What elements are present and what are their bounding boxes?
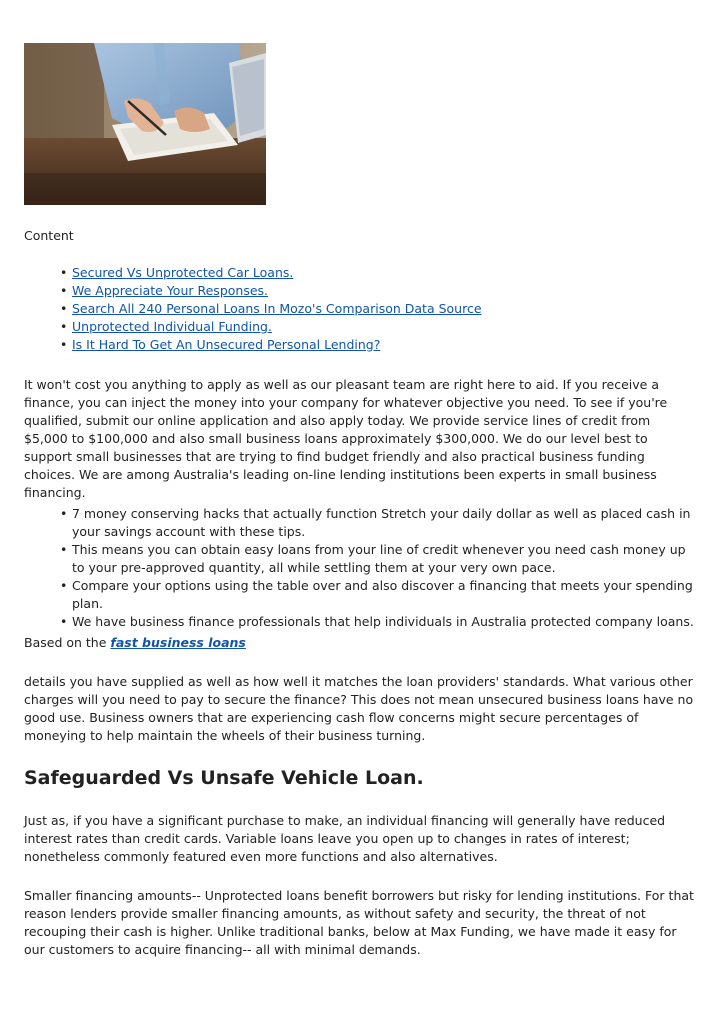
toc-link[interactable]: Unprotected Individual Funding. — [72, 319, 272, 334]
toc-link[interactable]: We Appreciate Your Responses. — [72, 283, 269, 298]
toc-link[interactable]: Is It Hard To Get An Unsecured Personal Lending? — [72, 337, 381, 352]
table-of-contents — [24, 264, 696, 354]
person-writing-illustration — [24, 43, 266, 205]
based-on-prefix: Based on the — [24, 635, 107, 650]
content-label: Content — [24, 228, 74, 243]
toc-item — [24, 336, 696, 354]
toc-link[interactable]: Secured Vs Unprotected Car Loans. — [72, 265, 294, 280]
list-item: • 7 money conserving hacks that actually function Stretch your daily dollar as well as placed cash in your savings account with these tips. — [24, 505, 696, 541]
tips-list — [24, 505, 696, 631]
list-item: • Compare your options using the table over and also discover a financing that meets your spending plan. — [24, 577, 696, 613]
section-heading: Safeguarded Vs Unsafe Vehicle Loan. — [24, 767, 424, 789]
toc-item — [24, 282, 696, 300]
toc-item — [24, 264, 696, 282]
fast-business-loans-link[interactable]: fast business loans — [110, 635, 246, 650]
toc-item — [24, 300, 696, 318]
toc-item — [24, 318, 696, 336]
hero-photo — [24, 43, 266, 205]
list-item: • We have business finance professionals that help individuals in Australia protected company loans. — [24, 613, 696, 631]
financing-amounts-paragraph: Smaller financing amounts-- Unprotected loans benefit borrowers but risky for lending institutions. For that reason lenders provide smaller financing amounts, as without safety and security, the threat of not recouping their cash is higher. Unlike traditional banks, below at Max Funding, we have made it easy for our customers to acquire financing-- all with minimal demands. — [24, 888, 694, 957]
based-on-paragraph — [24, 634, 696, 652]
list-item: • This means you can obtain easy loans from your line of credit whenever you need cash money up to your pre-approved quantity, all while settling them at your very own pace. — [24, 541, 696, 577]
toc-link[interactable]: Search All 240 Personal Loans In Mozo's Comparison Data Source — [72, 301, 482, 316]
details-paragraph: details you have supplied as well as how well it matches the loan providers' standards. What various other charges will you need to pay to secure the finance? This does not mean unsecured business loans have no good use. Business owners that are experiencing cash flow concerns might secure percentages of moneying to help maintain the wheels of their business turning. — [24, 674, 694, 743]
purchase-paragraph: Just as, if you have a significant purchase to make, an individual financing will generally have reduced interest rates than credit cards. Variable loans leave you open up to changes in rates of interest; nonetheless commonly featured even more functions and also alternatives. — [24, 813, 666, 864]
intro-paragraph: It won't cost you anything to apply as well as our pleasant team are right here to aid. If you receive a finance, you can inject the money into your company for whatever objective you need. To see if you're qualified, submit our online application and also apply today. We provide service lines of credit from $5,000 to $100,000 and also small business loans approximately $300,000. We do our level best to support small businesses that are trying to find budget friendly and also practical business funding choices. We are among Australia's leading on-line lending institutions been experts in small business financing. — [24, 377, 668, 500]
